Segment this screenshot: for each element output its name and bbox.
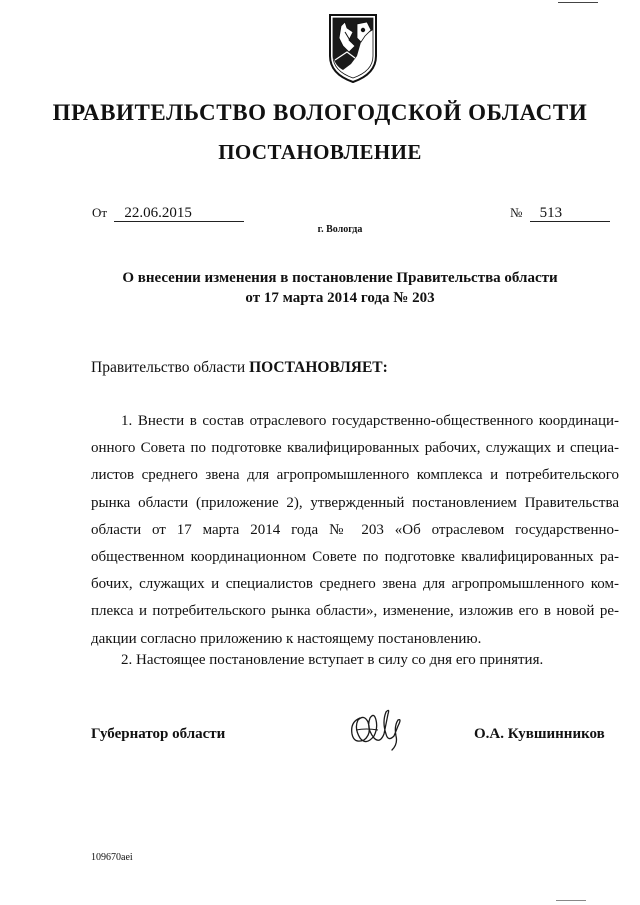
scan-mark xyxy=(556,900,586,901)
number-prefix: № xyxy=(510,205,523,220)
subject-line-2: от 17 марта 2014 года № 203 xyxy=(245,290,435,306)
paragraph-line: бочих, служащих и специалистов среднего звена для агропромышленного ком- xyxy=(91,576,619,593)
paragraph-line: 1. Внести в состав отраслевого государственно-общественного координаци- xyxy=(121,413,619,429)
paragraph-1 xyxy=(91,408,619,653)
paragraph-line: онного Совета по подготовке квалифицированных рабочих, служащих и специа- xyxy=(91,440,619,457)
date-prefix: От xyxy=(92,205,108,220)
signatory-title: Губернатор области xyxy=(91,726,226,742)
document-code: 109670aei xyxy=(91,852,133,863)
vologda-coat-of-arms-icon xyxy=(327,12,379,84)
paragraph-line: рынка области (приложение 2), утвержденный постановлением Правительства xyxy=(91,494,619,511)
document-type: ПОСТАНОВЛЕНИЕ xyxy=(218,140,422,164)
document-subject xyxy=(0,268,640,308)
signatory-name: О.А. Кувшинников xyxy=(474,726,605,742)
date-value: 22.06.2015 xyxy=(114,205,244,222)
preamble xyxy=(91,359,388,377)
preamble-emphasis: ПОСТАНОВЛЯЕТ: xyxy=(249,359,388,376)
number-value: 513 xyxy=(530,205,610,222)
paragraph-line: дакции согласно приложению к настоящему постановлению. xyxy=(91,630,482,647)
date-row xyxy=(92,205,244,222)
scan-mark xyxy=(558,2,598,3)
paragraph-2: 2. Настоящее постановление вступает в силу со дня его принятия. xyxy=(121,652,544,668)
organization-title: ПРАВИТЕЛЬСТВО ВОЛОГОДСКОЙ ОБЛАСТИ xyxy=(52,100,588,125)
city-label: г. Вологда xyxy=(317,224,363,235)
number-row xyxy=(510,205,610,222)
paragraph-line: плекса и потребительского рынка области», изменение, изложив его в новой ре- xyxy=(91,603,619,620)
subject-line-1: О внесении изменения в постановление Правительства области xyxy=(122,270,558,286)
preamble-text: Правительство области xyxy=(91,359,250,376)
paragraph-line: листов среднего звена для агропромышленного комплекса и потребительского xyxy=(91,467,619,484)
paragraph-line: общественном координационном Совете по подготовке квалифицированных ра- xyxy=(91,548,619,565)
handwritten-signature-icon xyxy=(344,700,406,752)
paragraph-line: области от 17 марта 2014 года № 203 «Об отраслевом государственно- xyxy=(91,521,619,538)
